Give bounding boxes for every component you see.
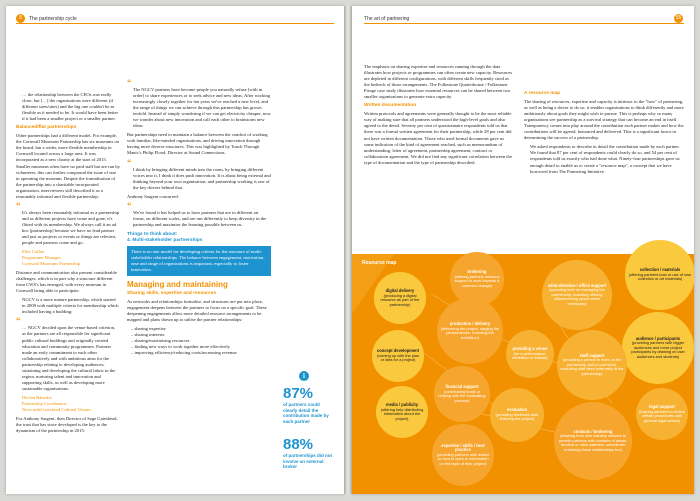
right-column-1 (364, 64, 514, 169)
map-item-staff: staff support (providing a person to work on the partnership (full or part time), excluding staff hired externally to the partnership) (557, 330, 627, 400)
right-header-title: The art of partnering (364, 16, 410, 22)
quote-text: … the relationship between the CEOs was really close, but […] the organisations were different (if different sizes/sites) and the big one couldn't be as flexible as it needed to be. It would have been better if it had been a smaller project or a smaller partner. (22, 92, 119, 122)
section-heading-large: Managing and maintaining (127, 279, 228, 289)
stat-value: 88% (283, 436, 314, 453)
quote-text: The NGCV partners have become people you naturally refuse [with in order] to share experiences or to seek advice and new ideas. After working increasingly closely together for ten years we've reached a new level, and the range of things we can achieve through this partnership has grown tenfold. Instead of simply wondering if we can get electricity cheaper, now we wonder about new innovation and call each other to brainstorm new ideas. (133, 87, 271, 129)
list-item: – sharing/maximising resources (131, 338, 190, 344)
body-paragraph: As networks and relationships formalise, and structures are put into place, engagement deepens between the partners to focus on a specific goal. These deepening engagements allow more detailed resource arrangements to be mapped and plans drawn up to utilise the partner relationships: (127, 299, 267, 323)
map-item-concept: concept development (coming up with the plan or idea for a project) (372, 330, 424, 382)
quote-attribution (16, 249, 120, 267)
right-column-2 (524, 88, 684, 178)
list-item: – sharing interests (131, 332, 165, 338)
quote-mark-icon: “ (127, 78, 132, 88)
info-icon: i (299, 371, 309, 381)
map-item-legal: legal support (helping partners to review certain procedures with general legal advice) (636, 388, 688, 440)
body-paragraph: For Anthony Sargent, then Director of Sage Gateshead, the trust that has since developed is the key to the dynamism of the partnership in 2015: (16, 415, 118, 434)
map-item-contacts: contacts / brokering (drawing from own industry network to provide partners with contacts of artists, funders or other partners, sometimes brokering these relationships too) (554, 402, 632, 480)
left-page (6, 6, 344, 494)
attribution-org: Cornwall Museums Partnership (22, 261, 81, 267)
bullet-list (127, 326, 271, 356)
quote-text: We've found it has helped us to have partners that are in different art forms, on different scales, and are run differently to keep diversity in the partnership and maximise the learning possible between us. (133, 209, 267, 227)
left-header-rule (16, 23, 334, 24)
map-item-production: production / delivery (delivering the project, staging the performances, including the exhibition) (437, 298, 503, 364)
quote-attribution (16, 395, 120, 413)
body-paragraph: The emphasis on sharing expertise and resources running through the data illustrates how projects or programmes can often create new capacity. Resources are depleted in different configurations, with different skills frequently cited as the bedrock of those arrangements. The Folkestone Quarterhouse / Folkestone Fringe case study illustrates how essential resources can be shared between two smaller organisations to generate extra capacity. (364, 64, 513, 100)
list-item: – sharing expertise (131, 326, 166, 332)
think-about-item: 4. Multi-stakeholder partnerships (127, 237, 203, 243)
body-paragraph: Other partnerships had a different model. For example, the Cornwall Museums Partnership has six museums on the board, but a wider, more flexible membership in Cornwall located across a large area. It was incorporated as a new charity at the start of 2015. Smaller museums often have no paid staff but are run by volunteers; this can further compound the issue of size in operating the museum. Despite the formalisation of the partnership into a charitable incorporated organisation, interviewees still described it as a reasonably informal and flexible partnership: (16, 133, 121, 199)
map-item-digital-delivery: digital delivery (producing a digital resource as part of the partnership) (374, 272, 426, 324)
left-page-number: 8 (16, 14, 25, 23)
attribution-name: Ellie Collier (22, 249, 45, 255)
attribution-org: NewcastleGateshead Cultural Venues (22, 406, 91, 412)
quote-text: I think by bringing different minds into the room, by bringing different voices into it, I think it does push innovation. It is about being external and thinking beyond your own organisation, and partnership working is one of the key drivers behind that. (133, 166, 271, 190)
left-header-title: The partnership cycle (29, 16, 77, 22)
body-paragraph: The sharing of resources, expertise and capacity is intrinsic to the "how" of partnering, as well as being a driver to do so; it enables organisations to think differently and more ambitiously about goals they might wish to pursue. This is perhaps why so many organisations see partnership as a survival strategy that can become an end in itself. Transparency comes into play around the contribution each partner makes and how the contributions will be agreed, honoured and delivered. This is a significant factor in determining the success of a partnership. (524, 99, 684, 141)
map-item-administrative: administrative / office support (spending time on managing the partnership, including offering office/meeting space when necessary) (542, 260, 612, 330)
body-paragraph: Anthony Sargent concurred: (127, 193, 179, 199)
quote-text: … NGCV decided upon the venue-based criterion, as the partners are all responsible for significant public cultural buildings and originally created education and community programmes. Partners made an early commitment to each other collaboratively and with ambitious aims for the partnership relating to developing audiences, sustaining and developing the cultural fabric in the region, nurturing talent and innovation and supporting skills, as well as developing more sustainable organisations. (22, 325, 116, 391)
map-item-venue: providing a venue (for a performance, exhibition or festival) (506, 330, 554, 378)
book-gutter (344, 6, 352, 494)
body-paragraph: Distance and communication also present considerable challenges, which is in part why a structure different from CWS's has emerged, with every museum in Cornwall being able to participate. (16, 270, 117, 294)
map-item-financial: financial support (contributing funds or helping with the fundraising process) (434, 366, 490, 422)
quote-mark-icon: “ (127, 157, 132, 168)
list-item: – improving efficiency/reducing costs/increasing revenue. (131, 350, 238, 356)
think-about-title: Things to think about: (127, 231, 178, 237)
stat-text: of partners could clearly detail the contribution made by each partner (283, 402, 329, 424)
body-paragraph: But partnerships need to maintain a balance between the comfort of working with familiar, like-minded organisations, and driving innovation through having more diverse structures. This was highlighted by Touch Through Manic's Philip Flood, Director at Sound Connections. (127, 132, 268, 156)
right-header-rule (364, 23, 684, 24)
map-item-expertise: expertise / skills / best practice (providing partners with advice on how to work or information on the topic of their project) (432, 424, 494, 486)
stat-value: 87% (283, 385, 314, 402)
section-heading: Balanced/flat partnerships (16, 125, 77, 131)
quote-mark-icon: “ (127, 200, 132, 211)
resource-map (352, 254, 694, 494)
map-item-brokering: brokering (offering partners advisory support to work towards a common change) (450, 252, 504, 306)
left-column-2 (127, 80, 271, 357)
body-paragraph: We asked respondents to describe in detail the contribution made by each partner. We found that 87 per cent of respondents could clearly do so, and 54 per cent of respondents told us exactly who had done what. Ninety-four partnerships gave us enough detail to enable us to create a "resource map", a concept that we have borrowed from The Partnering Initiative. (530, 144, 680, 174)
section-heading: A resource map (524, 91, 561, 96)
map-item-evaluation: evaluation (providing feedback after finishing the project) (490, 388, 544, 442)
section-heading: Written documentation (364, 103, 417, 109)
body-paragraph: NGCV is a more mature partnership, which started in 2009 with multiple criteria for membership which included having a building: (22, 297, 119, 315)
right-page (352, 6, 694, 494)
stat-block-1 (283, 386, 335, 424)
right-page-number: 55 (675, 15, 682, 21)
stat-block-2 (283, 437, 335, 470)
left-column-1 (16, 92, 120, 437)
attribution-name: Declan Baharlie (22, 394, 52, 400)
attribution-role: Programme Manager, (22, 255, 62, 261)
quote-mark-icon: “ (16, 316, 21, 327)
map-item-media: media / publicity (offering help distributing information about the project) (376, 386, 428, 438)
map-item-audience: audience / participants (providing partners with bigger audiences and more project participants by drawing on own audiences and students) (622, 312, 694, 384)
quote-text: It's always been reasonably informal as a partnership and as different projects have come and gone, it's flitted with its membership. We always call it an ad hoc [partnership] because we have no lead partner and just as projects or events or things are relevant, people and partners come and go. (22, 209, 120, 246)
list-item: – finding new ways to work together more effectively (131, 344, 230, 350)
body-paragraph: Written protocols and agreements were generally thought to be the most reliable way of making sure that all partners understood the high-level goals and also agreed to the detail. Seventy per cent of questionnaire respondents told us that there was a formal written agreement for their partnership, while 28 per cent did not have written documentation. Those who used formal documents gave us some indication of the kind of agreement reached, such as memorandum of understanding, letter of agreement, partnership agreement, contract or collaboration agreement. We did not find any significant correlation between the type of documentation and the type of partnership described. (364, 111, 512, 165)
subsection-heading: Sharing skills, expertise and resources (127, 291, 217, 297)
map-item-collection: collection / materials (offering partners loan or use of own collection or art materials) (625, 240, 694, 310)
quote-mark-icon: “ (16, 200, 21, 211)
highlight-box: There is no one model for developing criteria for the structure of multi-stakeholder relationships. The balance between engagement, motivation, ease and range of organisations is important, especially to foster innovation. (127, 246, 271, 276)
map-title: Resource map (362, 260, 397, 266)
attribution-role: Partnership Coordinator, (22, 400, 68, 406)
stat-text: of partnerships did not involve an external broker (283, 453, 332, 470)
